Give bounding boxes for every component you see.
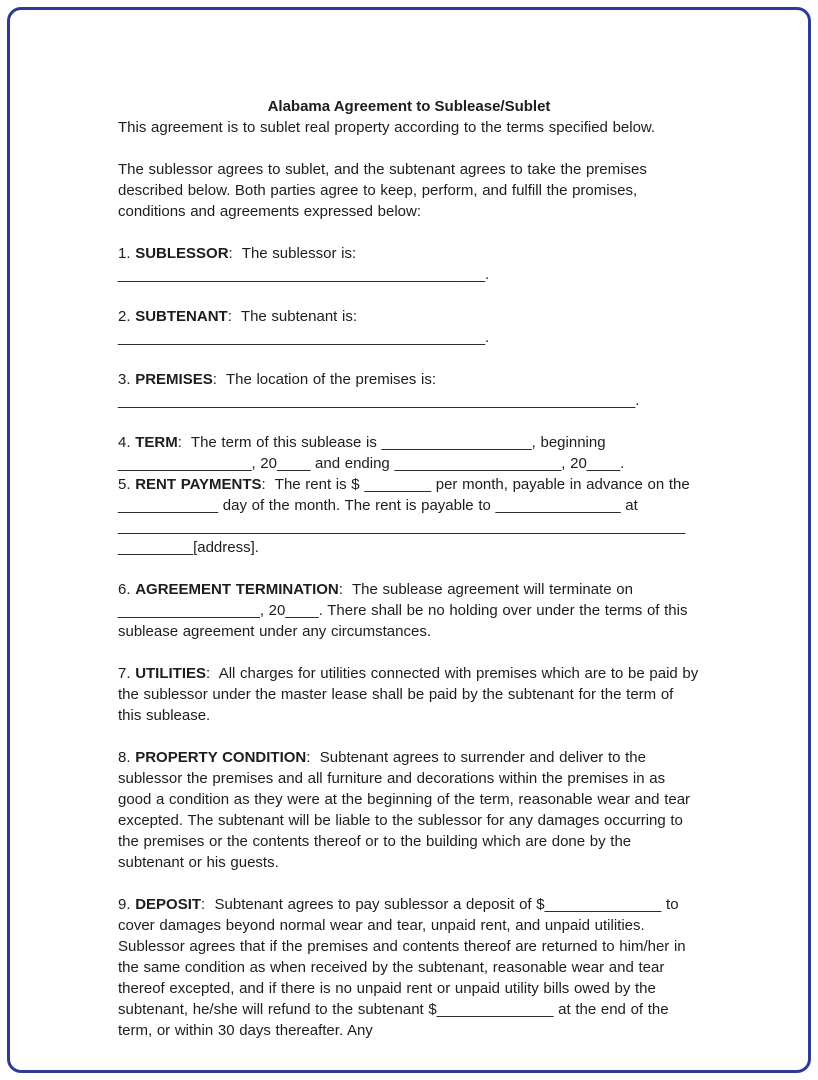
section-8-label: PROPERTY CONDITION: [135, 749, 307, 766]
section-7-number: 7.: [118, 665, 136, 682]
document-title: Alabama Agreement to Sublease/Sublet: [267, 98, 551, 115]
section-2-number: 2.: [118, 308, 136, 325]
section-9-label: DEPOSIT: [135, 896, 202, 913]
section-3-body: : The location of the premises is: ______________________________________________________________.: [118, 371, 640, 409]
document-intro: The sublessor agrees to sublet, and the subtenant agrees to take the premises described below. Both parties agree to keep, perform, and fulfill the promises, conditions and agreements expressed below:: [118, 161, 652, 220]
section-2-label: SUBTENANT: [135, 308, 228, 325]
section-3-premises: [118, 369, 700, 411]
section-4-label: TERM: [135, 434, 178, 451]
document-content: [10, 10, 808, 1041]
section-5-body: : The rent is $ ________ per month, payable in advance on the ____________ day of the month. The rent is payable to _______________ at ____________________________________________________________________ _________[address].: [118, 476, 695, 556]
document-subtitle: This agreement is to sublet real property according to the terms specified below.: [118, 119, 656, 136]
section-1-label: SUBLESSOR: [135, 245, 229, 262]
section-6-number: 6.: [118, 581, 136, 598]
section-8-number: 8.: [118, 749, 136, 766]
section-7-label: UTILITIES: [135, 665, 207, 682]
section-2-subtenant: [118, 306, 700, 348]
section-5-label: RENT PAYMENTS: [135, 476, 262, 493]
section-9-deposit: [118, 894, 700, 1041]
section-1-number: 1.: [118, 245, 136, 262]
section-8-property-condition: [118, 747, 700, 873]
section-9-number: 9.: [118, 896, 136, 913]
section-3-label: PREMISES: [135, 371, 213, 388]
document-page: [7, 7, 811, 1073]
section-2-body: : The subtenant is: ____________________________________________.: [118, 308, 490, 346]
section-9-body: : Subtenant agrees to pay sublessor a deposit of $______________ to cover damages beyond normal wear and tear, unpaid rent, and unpaid utilities. Sublessor agrees that if the premises and contents thereof are returned to him/her in the same condition as when received by the subtenant, reasonable wear and tear thereof excepted, and if there is no unpaid rent or unpaid utility bills owed by the subtenant, he/she will refund to the subtenant $______________ at the end of the term, or within 30 days thereafter. Any: [118, 896, 691, 1039]
section-6-body: : The sublease agreement will terminate on _________________, 20____. There shall be no holding over under the terms of this sublease agreement under any circumstances.: [118, 581, 693, 640]
section-3-number: 3.: [118, 371, 136, 388]
section-6-agreement-termination: [118, 579, 700, 642]
section-5-number: 5.: [118, 476, 136, 493]
section-7-body: : All charges for utilities connected with premises which are to be paid by the sublessor under the master lease shall be paid by the subtenant for the term of this sublease.: [118, 665, 703, 724]
section-1-body: : The sublessor is: ____________________________________________.: [118, 245, 490, 283]
section-5-rent-payments: [118, 474, 700, 558]
section-6-label: AGREEMENT TERMINATION: [135, 581, 339, 598]
section-1-sublessor: [118, 243, 700, 285]
section-4-number: 4.: [118, 434, 136, 451]
section-4-body: : The term of this sublease is __________________, beginning ________________, 20____ and ending ____________________, 20____.: [118, 434, 625, 472]
section-7-utilities: [118, 663, 703, 726]
section-8-body: : Subtenant agrees to surrender and deliver to the sublessor the premises and all furniture and decorations within the premises in as good a condition as they were at the beginning of the term, reasonable wear and tear excepted. The subtenant will be liable to the sublessor for any damages occurring to the premises or the contents thereof or to the building which are done by the subtenant or his guests.: [118, 749, 695, 871]
section-4-term: [118, 432, 700, 474]
